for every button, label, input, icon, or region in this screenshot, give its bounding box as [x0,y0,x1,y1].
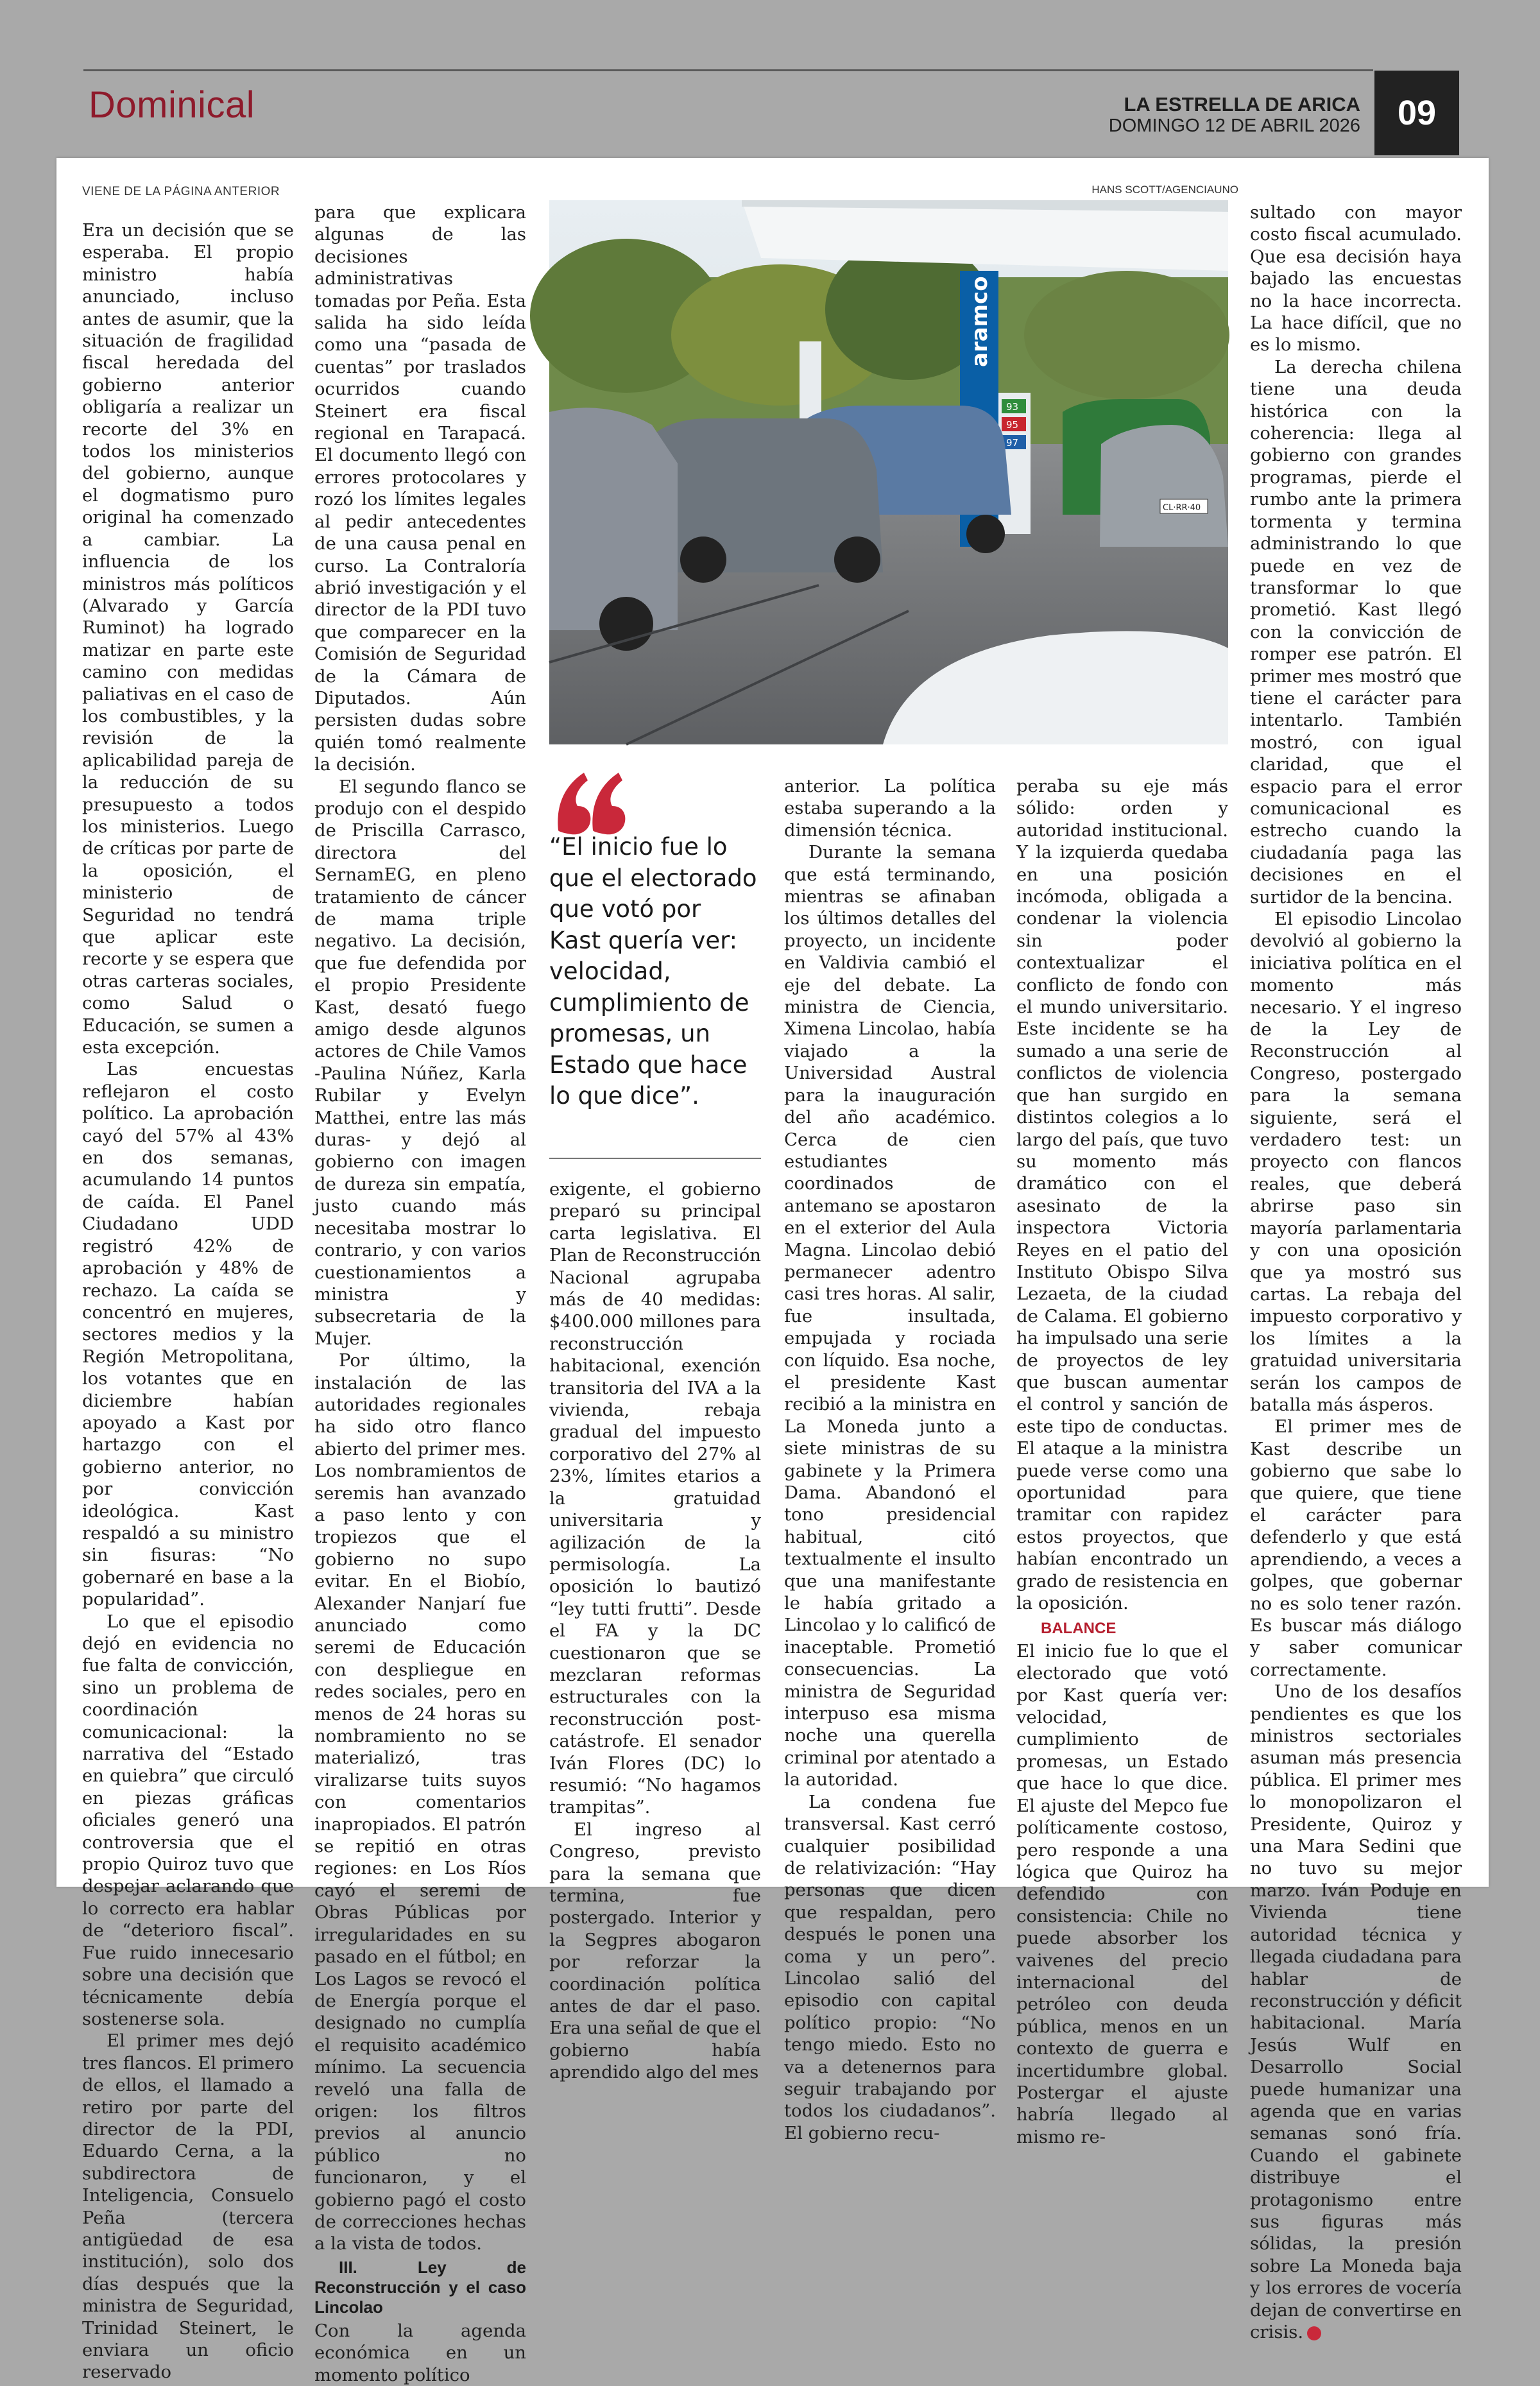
article-column-6 [1250,202,1462,2342]
paragraph: El primer mes dejó tres flancos. El primero de ellos, el llamado a retiro por parte del director de la PDI, Eduardo Cerna, a la subdirectora de Inteligencia, Consuelo Peña (tercera antigüedad de esa institución), solo dos días después que la ministra de Seguridad, Trinidad Steinert, le enviara un oficio reservado [82,2030,294,2383]
paragraph: para que explicara algunas de las decisiones administrativas tomadas por Peña. Esta salida ha sido leída como una “pasada de cuentas” por traslados ocurridos cuando Steinert era fiscal regional en Tarapacá. El documento llegó con errores protocolares y rozó los límites legales al pedir antecedentes de una causa penal en curso. La Contraloría abrió investigación y el director de la PDI tuvo que comparecer en la Comisión de Seguridad de la Cámara de Diputados. Aún persisten dudas sobre quién tomó realmente la decisión. [314,202,526,775]
pump-number: 93 [1006,401,1019,413]
page-number: 09 [1374,71,1459,155]
brand-sign: aramco [967,276,993,367]
divider [549,1158,761,1159]
quote-icon [552,766,629,837]
paragraph: Durante la semana que está terminando, mientras se afinaban los últimos detalles del proyecto, un incidente en Valdivia cambió el eje del debate. La ministra de Ciencia, Ximena Lincolao, había viajado a la Universidad Austral para la inauguración del año académico. Cerca de cien estudiantes coordinados de antemano se apostaron en el exterior del Aula Magna. Lincolao debió permanecer adentro casi tres horas. Al salir, fue insultada, empujada y rociada con líquido. Esa noche, el presidente Kast recibió a la ministra en La Moneda junto a siete ministras de su gabinete y la Primera Dama. Abandonó el tono presidencial habitual, citó textualmente el insulto que una manifestante le había gritado a Lincolao y lo calificó de inaceptable. Prometió consecuencias. La ministra de Seguridad interpuso esa misma noche una querella criminal por atentado a la autoridad. [784,842,996,1790]
section-kicker: BALANCE [1041,1620,1116,1638]
paragraph: La derecha chilena tiene una deuda histórica con la coherencia: llega al gobierno con grandes programas, pierde el rumbo ante la primera tormenta y termina administrando lo que puede en vez de transformar lo que prometió. Kast llegó con la convicción de romper ese patrón. El primer mes mostró que tiene el carácter para intentarlo. También mostró, con igual claridad, que el espacio para el error comunicacional es estrecho cuando la ciudadanía paga las decisiones en el surtidor de la bencina. [1250,356,1462,907]
gas-station-photo [549,200,1228,744]
license-plate: CL·RR·40 [1163,503,1201,513]
issue-date: DOMINGO 12 DE ABRIL 2026 [1108,116,1360,136]
paragraph: exigente, el gobierno preparó su principal carta legislativa. El Plan de Reconstrucción Nacional agrupaba más de 40 medidas: $400.000 millones para reconstrucción habitacional, exención transitoria del IVA a la vivienda, rebaja gradual del impuesto corporativo del 27% al 23%, límites etarios a la gratuidad universitaria y agilización de la permisología. La oposición lo bautizó “ley tutti frutti”. Desde el FA y la DC cuestionaron que se mezclaran reformas estructurales con la reconstrucción post-catástrofe. El senador Iván Flores (DC) lo resumió: “No hagamos trampitas”. [549,1179,761,1818]
paragraph: sultado con mayor costo fiscal acumulado. Que esa decisión haya bajado las encuestas no la hace incorrecta. La hace difícil, que no es lo mismo. [1250,202,1462,356]
paragraph: El inicio fue lo que el electorado que votó por Kast quería ver: velocidad, cumplimiento de promesas, un Estado que hace lo que dice. El ajuste del Mepco fue políticamente costoso, pero responde a una lógica que Quiroz ha defendido con consistencia: Chile no puede absorber los vaivenes del precio internacional del petróleo con deuda pública, menos en un contexto de guerra e incertidumbre global. Postergar el ajuste habría llegado al mismo re- [1016,1640,1228,2147]
paragraph-last [1250,1681,1462,2343]
paragraph: Las encuestas reflejaron el costo político. La aprobación cayó del 57% al 43% en dos semanas, acumulando 14 puntos de caída. El Panel Ciudadano UDD registró 42% de aprobación y 48% de rechazo. La caída se concentró en mujeres, sectores medios y la Región Metropolitana, los votantes que en diciembre habían apoyado a Kast por hartazgo con el gobierno anterior, no por convicción ideológica. Kast respaldó a su ministro sin fisuras: “No gobernaré en base a la popularidad”. [82,1059,294,1610]
masthead [1109,94,1360,136]
article-column-3 [549,1178,761,2083]
pump-number: 95 [1006,419,1019,431]
article-column-4 [784,775,996,2143]
paragraph: El segundo flanco se produjo con el despido de Priscilla Carrasco, directora del SernamEG, en pleno tratamiento de cáncer de mama triple negativo. La decisión, que fue defendida por el propio Presidente Kast, desató fuego amigo desde algunos actores de Chile Vamos -Paulina Núñez, Karla Rubilar y Evelyn Matthei, entre las más duras- y dejó al gobierno con imagen de dureza sin empatía, justo cuando más necesitaba mostrar lo contrario, y con varios cuestionamientos a ministra y subsecretaria de la Mujer. [314,776,526,1349]
paragraph: Lo que el episodio dejó en evidencia no fue falta de convicción, sino un problema de coordinación comunicacional: la narrativa del “Estado en quiebra” que circuló en piezas gráficas oficiales generó una controversia que el propio Quiroz tuvo que despejar aclarando que lo correcto era hablar de “deterioro fiscal”. Fue ruido innecesario sobre una decisión que técnicamente debía sostenerse sola. [82,1611,294,2029]
section-subheading: III. Ley de Reconstrucción y el caso Lincolao [314,2257,526,2317]
section-title: Dominical [89,84,255,126]
paragraph: Por último, la instalación de las autoridades regionales ha sido otro flanco abierto del primer mes. Los nombramientos de seremis han avanzado a paso lento y con tropiezos que el gobierno no supo evitar. En el Biobío, Alexander Nanjarí fue anunciado como seremi de Educación con despliegue en redes sociales, pero en menos de 24 horas su nombramiento no se materializó, tras viralizarse tuits suyos con comentarios inapropiados. El patrón se repitió en otras regiones: en Los Ríos cayó el seremi de Obras Públicas por irregularidades en su pasado en el fútbol; en Los Lagos se revocó el de Energía porque el designado no cumplía el requisito académico mínimo. La secuencia reveló una falla de origen: los filtros previos al anuncio público no funcionaron, y el gobierno pagó el costo de correcciones hechas a la vista de todos. [314,1350,526,2254]
paragraph: Era un decisión que se esperaba. El propio ministro había anunciado, incluso antes de asumir, que la situación de fragilidad fiscal heredada del gobierno anterior obligaría a realizar un recorte del 3% en todos los ministerios del gobierno, aunque el dogmatismo puro original ha comenzado a cambiar. La influencia de los ministros más políticos (Alvarado y García Ruminot) ha logrado matizar en parte este camino con medidas paliativas en el caso de los combustibles, y la revisión de la aplicabilidad pareja de la reducción de su presupuesto a todos los ministerios. Luego de críticas por parte de la oposición, el ministerio de Seguridad no tendrá que aplicar este recorte y se espera que otras carteras sociales, como Salud o Educación, se sumen a esta excepción. [82,220,294,1058]
article-column-1 [82,219,294,2383]
newspaper-page [56,158,1489,2385]
header-rule [83,69,1373,71]
paragraph: El episodio Lincolao devolvió al gobierno la iniciativa política en el momento más necesario. Y el ingreso de la Ley de Reconstrucción al Congreso, postergado para la semana siguiente, será el verdadero test: un proyecto con flancos reales, que deberá abrirse paso sin mayoría parlamentaria y con una oposición que ya mostró sus cartas. La rebaja del impuesto corporativo y los límites a la gratuidad universitaria serán los campos de batalla más ásperos. [1250,909,1462,1415]
paragraph: El primer mes de Kast describe un gobierno que sabe lo que quiere, que tiene el carácter para defenderlo y que está aprendiendo, a veces a golpes, que gobernar no es solo tener razón. Es buscar más diálogo y saber comunicar correctamente. [1250,1416,1462,1680]
article-column-2 [314,202,526,2385]
paragraph: La condena fue transversal. Kast cerró cualquier posibilidad de relativización: “Hay personas que dicen que respaldan, pero después le ponen una coma y un pero”. Lincolao salió del episodio con capital político propio: “No tengo miedo. Esto no va a detenernos para seguir trabajando por todos los ciudadanos”. El gobierno recu- [784,1791,996,2143]
photo-credit: HANS SCOTT/AGENCIAUNO [1091,184,1238,196]
continued-label: VIENE DE LA PÁGINA ANTERIOR [82,185,280,198]
paragraph: anterior. La política estaba superando a la dimensión técnica. [784,776,996,841]
end-of-article-icon [1307,2326,1321,2340]
newspaper-name: LA ESTRELLA DE ARICA [1124,93,1360,116]
photo-illustration [549,200,1228,744]
article-column-5 [1016,775,1228,2147]
pump-number: 97 [1006,437,1019,449]
paragraph: El ingreso al Congreso, previsto para la semana que termina, fue postergado. Interior y la Segpres abogaron por reforzar la coordinación política antes de dar el paso. Era una señal de que el gobierno había aprendido algo del mes [549,1819,761,2083]
pull-quote: “El inicio fue lo que el electorado que votó por Kast quería ver: velocidad, cumplimiento de promesas, un Estado que hace lo que dice”. [549,833,757,1110]
paragraph-text: Uno de los desafíos pendientes es que los ministros sectoriales asuman más presencia pública. El primer mes lo monopolizaron el Presidente, Quiroz y una Mara Sedini que no tuvo su mejor marzo. Iván Poduje en Vivienda tiene autoridad técnica y llegada ciudadana para hablar de reconstrucción y déficit habitacional. María Jesús Wulf en Desarrollo Social puede humanizar una agenda que en varias semanas sonó fría. Cuando el gabinete distribuye el protagonismo entre sus figuras más sólidas, la presión sobre La Moneda baja y los errores de vocería dejan de convertirse en crisis. [1250,1681,1462,2342]
paragraph: Con la agenda económica en un momento político [314,2320,526,2385]
paragraph: peraba su eje más sólido: orden y autoridad institucional. Y la izquierda quedaba en una posición incómoda, obligada a condenar la violencia sin poder contextualizar el conflicto de fondo con el mundo universitario. Este incidente se ha sumado a una serie de conflictos de violencia que han surgido en distintos colegios a lo largo del país, que tuvo su momento más dramático con el asesinato de la inspectora Victoria Reyes en el patio del Instituto Obispo Silva Lezaeta, de la ciudad de Calama. El gobierno ha impulsado una serie de proyectos de ley que buscan aumentar el control y sanción de este tipo de conductas. El ataque a la ministra puede verse como una oportunidad para tramitar con rapidez estos proyectos, que habían encontrado un grado de resistencia en la oposición. [1016,776,1228,1614]
